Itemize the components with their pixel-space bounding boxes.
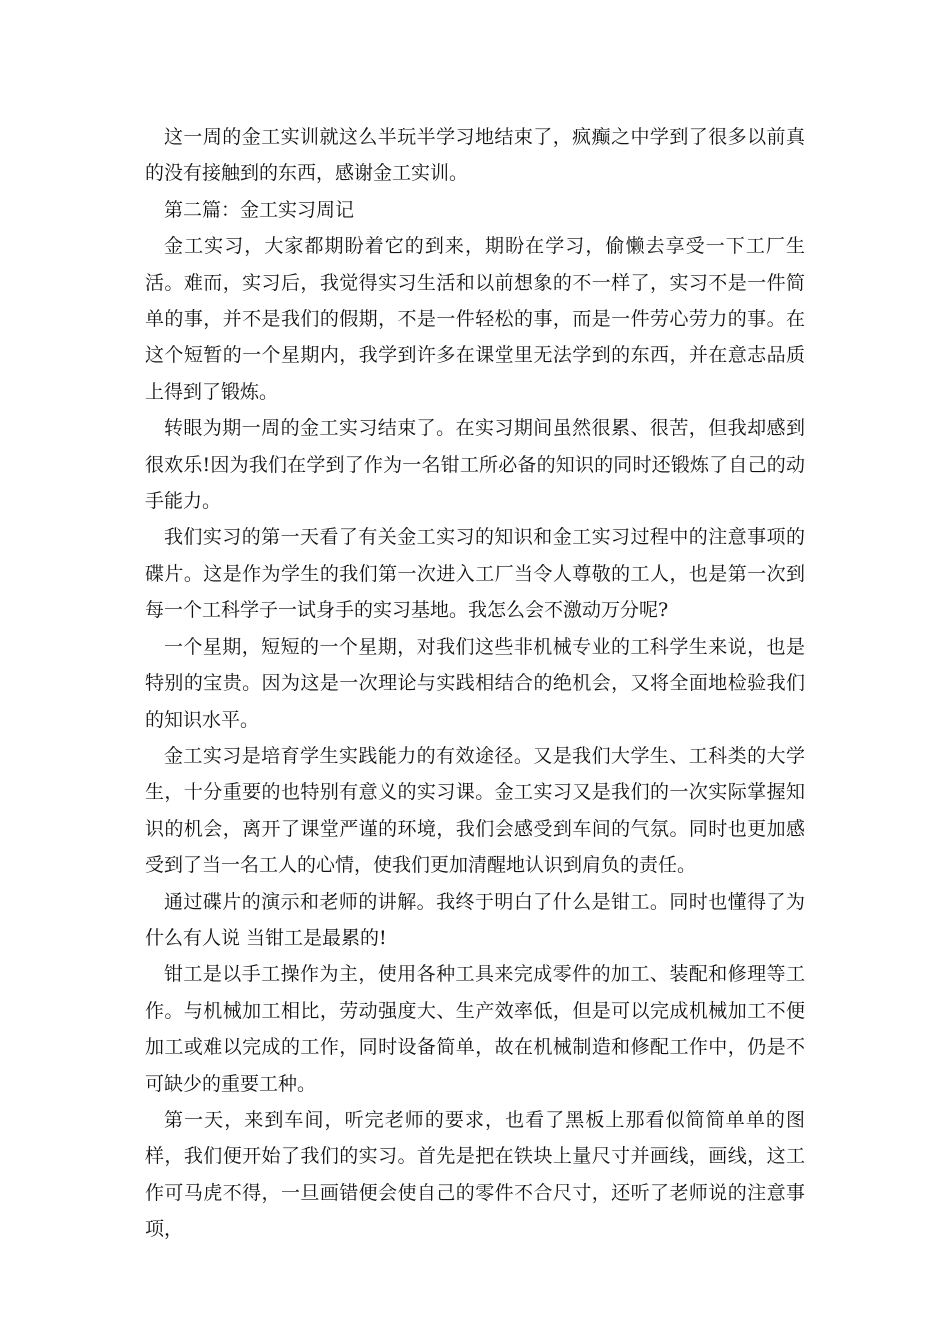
paragraph: 转眼为期一周的金工实习结束了。在实习期间虽然很累、很苦，但我却感到很欢乐!因为我们在学到了作为一名钳工所必备的知识的同时还锻炼了自己的动手能力。 [145, 417, 805, 513]
paragraph: 一个星期，短短的一个星期，对我们这些非机械专业的工科学生来说，也是特别的宝贵。因为这是一次理论与实践相结合的绝机会，又将全面地检验我们的知识水平。 [145, 635, 805, 731]
paragraph: 钳工是以手工操作为主，使用各种工具来完成零件的加工、装配和修理等工作。与机械加工相比，劳动强度大、生产效率低，但是可以完成机械加工不便加工或难以完成的工作，同时设备简单，故在机械制造和修配工作中，仍是不可缺少的重要工种。 [145, 963, 805, 1095]
document-page [145, 119, 805, 1248]
paragraph: 我们实习的第一天看了有关金工实习的知识和金工实习过程中的注意事项的碟片。这是作为学生的我们第一次进入工厂当令人尊敬的工人，也是第一次到每一个工科学子一试身手的实习基地。我怎么会不激动万分呢? [145, 526, 805, 622]
section-heading: 第二篇：金工实习周记 [164, 198, 355, 221]
paragraph: 这一周的金工实训就这么半玩半学习地结束了，疯癫之中学到了很多以前真的没有接触到的东西，感谢金工实训。 [145, 126, 805, 185]
paragraph: 金工实习是培育学生实践能力的有效途径。又是我们大学生、工科类的大学生，十分重要的也特别有意义的实习课。金工实习又是我们的一次实际掌握知识的机会，离开了课堂严谨的环境，我们会感受到车间的气氛。同时也更加感受到了当一名工人的心情，使我们更加清醒地认识到肩负的责任。 [145, 744, 805, 877]
paragraph: 第一天，来到车间，听完老师的要求，也看了黑板上那看似简简单单的图样，我们便开始了我们的实习。首先是把在铁块上量尺寸并画线，画线，这工作可马虎不得，一旦画错便会使自己的零件不合尺寸，还听了老师说的注意事项， [145, 1108, 805, 1241]
paragraph: 金工实习，大家都期盼着它的到来，期盼在学习，偷懒去享受一下工厂生活。难而，实习后，我觉得实习生活和以前想象的不一样了，实习不是一件简单的事，并不是我们的假期，不是一件轻松的事，而是一件劳心劳力的事。在这个短暂的一个星期内，我学到许多在课堂里无法学到的东西，并在意志品质上得到了锻炼。 [145, 235, 805, 403]
paragraph: 通过碟片的演示和老师的讲解。我终于明白了什么是钳工。同时也懂得了为什么有人说 当钳工是最累的! [145, 890, 805, 949]
